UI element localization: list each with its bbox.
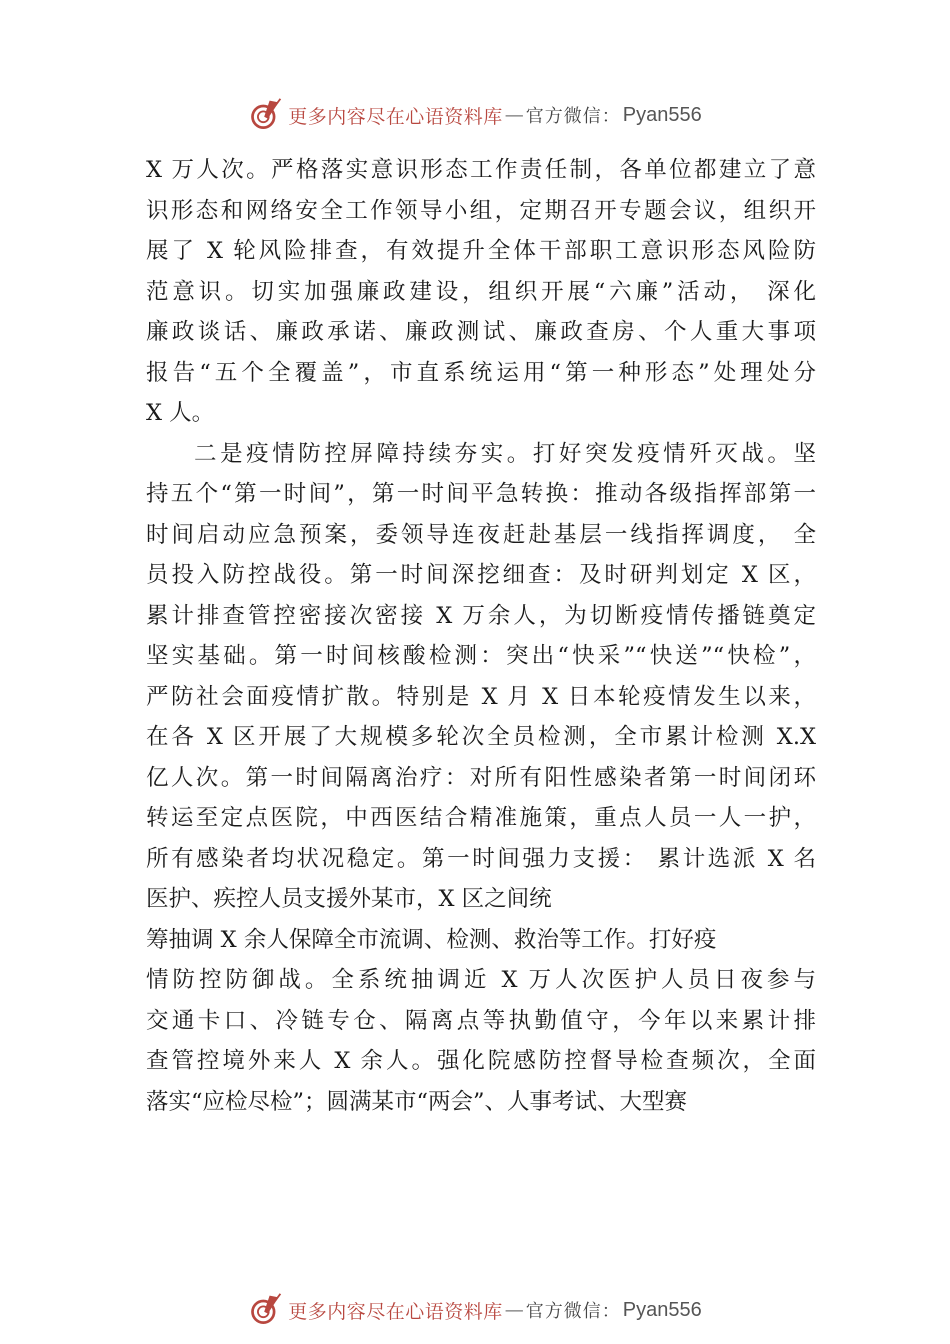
text-line: 医护、疾控人员支援外某市，X 区之间统 [146, 886, 552, 912]
text-line: 落实“应检尽检”；圆满某市“两会”、人事考试、大型赛 [146, 1088, 688, 1115]
banner-separator: — [504, 1299, 524, 1321]
pen-logo-icon [248, 1292, 284, 1328]
header-banner [0, 95, 950, 135]
text-line: X 人。 [146, 400, 215, 426]
text-line: 查管控境外来人 X 余人。强化院感防控督导检查频次，全面 [146, 1048, 816, 1074]
pen-logo-icon [248, 97, 284, 133]
text-line: 识形态和网络安全工作领导小组，定期召开专题会议，组织开 [146, 197, 816, 224]
text-line: 所有感染者均状况稳定。第一时间强力支援： 累计选派 X 名 [146, 845, 816, 872]
text-line: X 万人次。严格落实意识形态工作责任制，各单位都建立了意 [146, 157, 816, 183]
banner-title: 更多内容尽在心语资料库 [288, 105, 503, 128]
text-line: 累计排查管控密接次密接 X 万余人，为切断疫情传播链奠定 [146, 602, 816, 629]
text-line: 严防社会面疫情扩散。特别是 X 月 X 日本轮疫情发生以来， [146, 683, 816, 710]
text-line: 情防控防御战。全系统抽调近 X 万人次医护人员日夜参与 [146, 967, 816, 993]
text-line: 廉政谈话、廉政承诺、廉政测试、廉政查房、个人重大事项 [146, 319, 816, 345]
text-line: 亿人次。第一时间隔离治疗：对所有阳性感染者第一时间闭环 [146, 764, 816, 791]
banner-wechat-id: Pyan556 [622, 103, 702, 126]
text-line: 持五个“第一时间”，第一时间平急转换：推动各级指挥部第一 [146, 481, 816, 507]
text-line: 范意识。切实加强廉政建设，组织开展“六廉”活动， 深化 [146, 278, 816, 305]
text-line: 员投入防控战役。第一时间深挖细查：及时研判划定 X 区， [146, 562, 816, 588]
text-line: 二是疫情防控屏障持续夯实。打好突发疫情歼灭战。坚 [194, 440, 816, 467]
text-line: 坚实基础。第一时间核酸检测：突出“快采”“快送”“快检”， [146, 643, 816, 669]
banner-wechat-id: Pyan556 [622, 1298, 702, 1321]
text-line: 交通卡口、冷链专仓、隔离点等执勤值守，今年以来累计排 [146, 1007, 816, 1034]
text-line: 展了 X 轮风险排查，有效提升全体干部职工意识形态风险防 [146, 238, 816, 264]
banner-title: 更多内容尽在心语资料库 [288, 1300, 503, 1323]
footer-banner [0, 1290, 950, 1330]
text-line: 时间启动应急预案，委领导连夜赶赴基层一线指挥调度， 全 [146, 521, 816, 548]
text-line: 筹抽调 X 余人保障全市流调、检测、救治等工作。打好疫 [146, 926, 717, 953]
text-line: 转运至定点医院，中西医结合精准施策，重点人员一人一护， [146, 805, 816, 831]
banner-separator: — [504, 104, 524, 126]
document-body [146, 150, 816, 1122]
banner-wechat-label: 官方微信： [525, 1301, 621, 1322]
banner-wechat-label: 官方微信： [525, 106, 621, 127]
text-line: 在各 X 区开展了大规模多轮次全员检测，全市累计检测 X.X [146, 724, 816, 750]
text-line: 报告“五个全覆盖”，市直系统运用“第一种形态”处理处分 [146, 359, 816, 386]
